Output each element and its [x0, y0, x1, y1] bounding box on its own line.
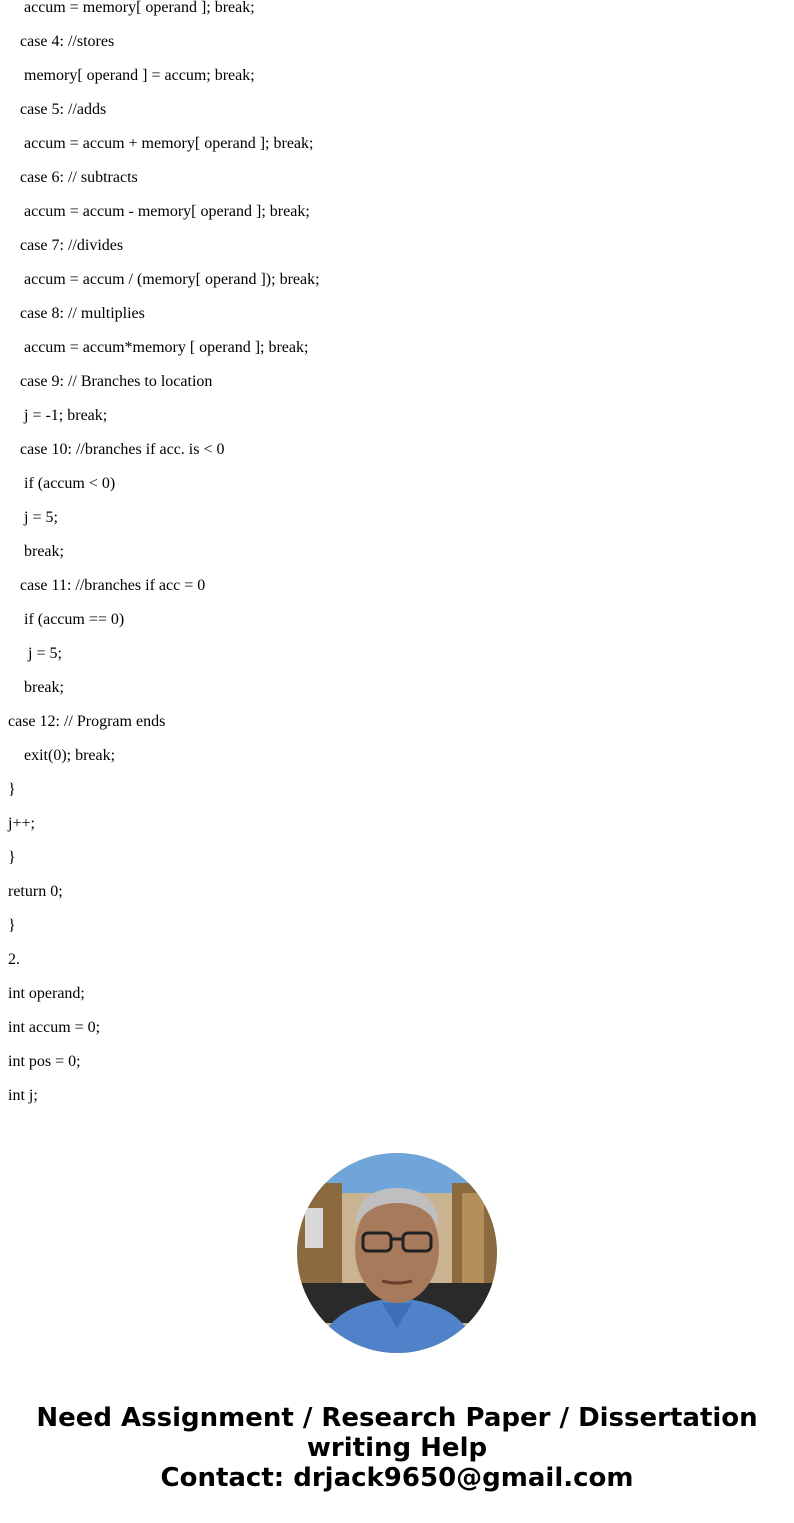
code-line: case 6: // subtracts	[8, 169, 138, 186]
code-line: accum = memory[ operand ]; break;	[8, 0, 255, 16]
code-line: case 7: //divides	[8, 237, 124, 254]
code-line: }	[8, 917, 16, 934]
code-line: case 11: //branches if acc = 0	[8, 577, 206, 594]
promo-subheadline: writing Help	[306, 1433, 488, 1463]
code-line: accum = accum*memory [ operand ]; break;	[8, 339, 309, 356]
code-line: if (accum < 0)	[8, 475, 116, 492]
code-line: case 9: // Branches to location	[8, 373, 213, 390]
code-line: case 10: //branches if acc. is < 0	[8, 441, 225, 458]
promo-headline: Need Assignment / Research Paper / Dissertation	[36, 1403, 758, 1433]
code-line: case 12: // Program ends	[8, 713, 166, 730]
portrait-photo	[297, 1153, 497, 1353]
code-line: }	[8, 781, 16, 798]
code-line: if (accum == 0)	[8, 611, 125, 628]
code-line: case 8: // multiplies	[8, 305, 145, 322]
code-line: 2.	[8, 951, 20, 968]
code-line: memory[ operand ] = accum; break;	[8, 67, 255, 84]
avatar	[297, 1153, 497, 1353]
code-line: j++;	[8, 815, 35, 832]
code-line: j = -1; break;	[8, 407, 108, 424]
code-line: case 5: //adds	[8, 101, 107, 118]
code-line: int j;	[8, 1087, 38, 1104]
code-line: break;	[8, 679, 64, 696]
code-line: accum = accum / (memory[ operand ]); break;	[8, 271, 320, 288]
code-line: int accum = 0;	[8, 1019, 101, 1036]
code-line: }	[8, 849, 16, 866]
code-line: break;	[8, 543, 64, 560]
code-line: accum = accum - memory[ operand ]; break;	[8, 203, 310, 220]
code-line: case 4: //stores	[8, 33, 115, 50]
code-line: int pos = 0;	[8, 1053, 81, 1070]
contact-banner	[0, 1403, 794, 1493]
code-line: j = 5;	[8, 509, 58, 526]
code-line: return 0;	[8, 883, 63, 900]
code-line: int operand;	[8, 985, 85, 1002]
code-line: accum = accum + memory[ operand ]; break;	[8, 135, 314, 152]
code-line: j = 5;	[8, 645, 62, 662]
contact-email: Contact: drjack9650@gmail.com	[160, 1463, 634, 1493]
code-listing	[8, 0, 778, 1113]
code-line: exit(0); break;	[8, 747, 116, 764]
